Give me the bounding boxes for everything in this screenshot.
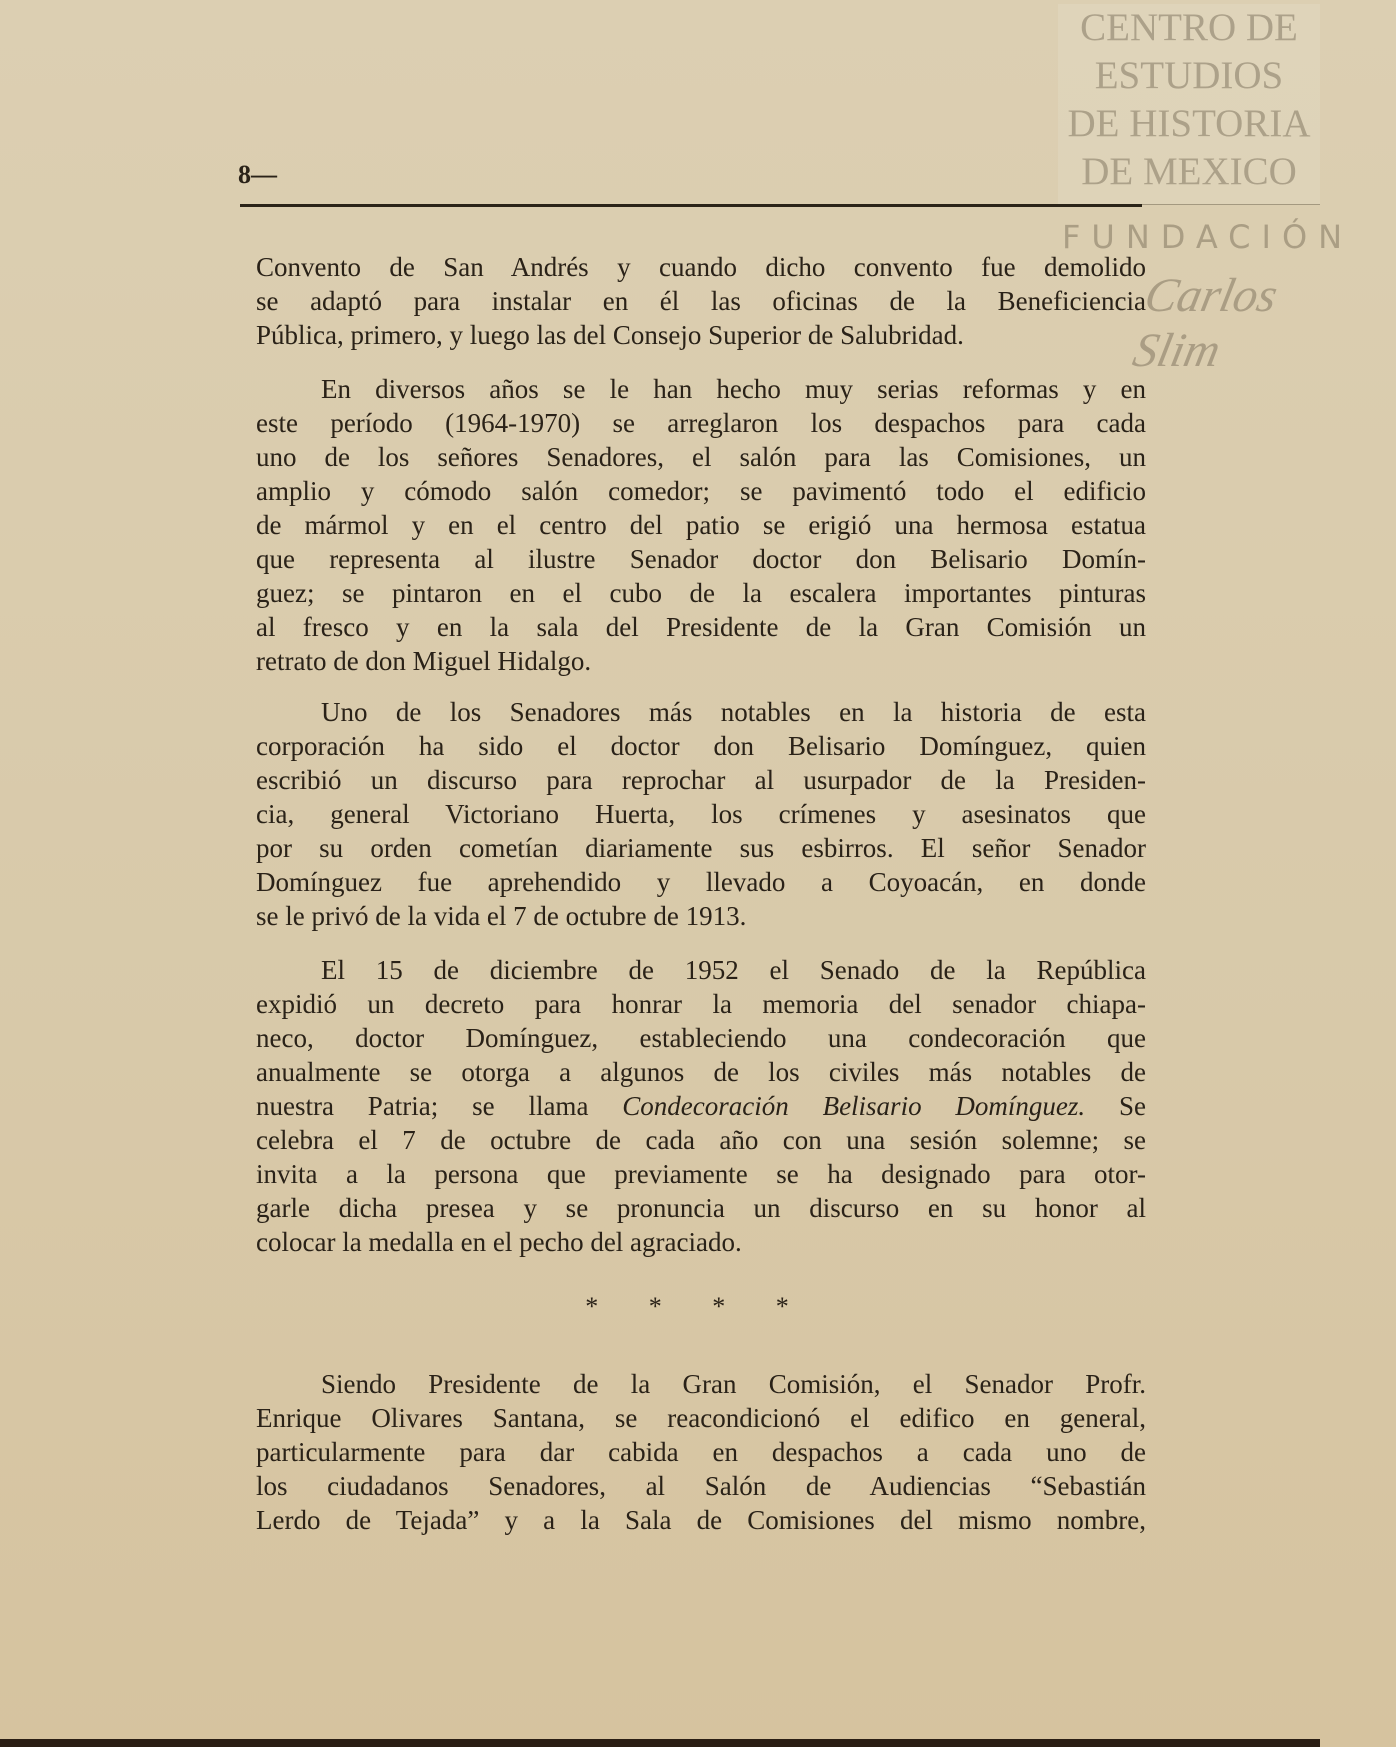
page-number: 8—: [238, 160, 277, 189]
watermark-fundacion: FUNDACIÓN: [1062, 218, 1354, 256]
italic-title: Condecoración Belisario Domínguez.: [622, 1091, 1086, 1121]
text-line: celebra el 7 de octubre de cada año con una sesión solemne; se: [256, 1125, 1146, 1155]
text-line: retrato de don Miguel Hidalgo.: [256, 646, 592, 676]
text-line: este período (1964-1970) se arreglaron los despachos para cada: [256, 408, 1146, 438]
text-line: Uno de los Senadores más notables en la historia de esta: [321, 697, 1146, 727]
page-bottom-edge: [0, 1739, 1320, 1747]
text-line: se adaptó para instalar en él las oficinas de la Beneficiencia: [256, 286, 1146, 316]
watermark-signature: Carlos Slim: [1128, 269, 1283, 377]
watermark-line: DE MEXICO: [1081, 150, 1297, 193]
text-segment: Se: [1085, 1091, 1146, 1121]
text-line: cia, general Victoriano Huerta, los crímenes y asesinatos que: [256, 799, 1146, 829]
text-line: colocar la medalla en el pecho del agraciado.: [256, 1227, 742, 1257]
text-line: por su orden cometían diariamente sus esbirros. El señor Senador: [256, 833, 1146, 863]
text-line: particularmente para dar cabida en despachos a cada uno de: [256, 1437, 1146, 1467]
text-line: Domínguez fue aprehendido y llevado a Coyoacán, en donde: [256, 867, 1146, 897]
header-rule: [240, 204, 1142, 207]
text-line: al fresco y en la sala del Presidente de la Gran Comisión un: [256, 612, 1146, 642]
text-line: se le privó de la vida el 7 de octubre de 1913.: [256, 901, 747, 931]
paragraph: [256, 953, 1146, 1259]
text-line: El 15 de diciembre de 1952 el Senado de la República: [321, 955, 1146, 985]
section-separator: * * * *: [585, 1292, 811, 1321]
text-line: corporación ha sido el doctor don Belisario Domínguez, quien: [256, 731, 1146, 761]
text-line: Lerdo de Tejada” y a la Sala de Comisiones del mismo nombre,: [256, 1505, 1146, 1535]
watermark-line: ESTUDIOS: [1094, 54, 1284, 97]
text-line: que representa al ilustre Senador doctor don Belisario Domín-: [256, 544, 1146, 574]
text-line: Pública, primero, y luego las del Consejo Superior de Salubridad.: [256, 320, 964, 350]
paragraph: [256, 695, 1146, 933]
text-line: En diversos años se le han hecho muy serias reformas y en: [321, 374, 1146, 404]
text-line: invita a la persona que previamente se ha designado para otor-: [256, 1159, 1146, 1189]
paragraph: [256, 1367, 1146, 1537]
text-line: neco, doctor Domínguez, estableciendo una condecoración que: [256, 1023, 1146, 1053]
text-line: garle dicha presea y se pronuncia un discurso en su honor al: [256, 1193, 1146, 1223]
text-line: escribió un discurso para reprochar al usurpador de la Presiden-: [256, 765, 1146, 795]
paragraph: [256, 250, 1146, 352]
watermark-institution: [1058, 4, 1320, 204]
text-line: amplio y cómodo salón comedor; se pavimentó todo el edificio: [256, 476, 1146, 506]
watermark-line: DE HISTORIA: [1067, 102, 1311, 145]
text-line: Convento de San Andrés y cuando dicho convento fue demolido: [256, 252, 1146, 282]
watermark-line: CENTRO DE: [1080, 6, 1298, 49]
text-line: Enrique Olivares Santana, se reacondicionó el edifico en general,: [256, 1403, 1146, 1433]
text-line: [256, 1089, 1146, 1123]
text-segment: nuestra Patria; se llama: [256, 1091, 623, 1121]
paragraph: [256, 372, 1146, 678]
text-line: Siendo Presidente de la Gran Comisión, el Senador Profr.: [321, 1369, 1146, 1399]
text-line: expidió un decreto para honrar la memoria del senador chiapa-: [256, 989, 1146, 1019]
text-line: de mármol y en el centro del patio se erigió una hermosa estatua: [256, 510, 1146, 540]
text-line: anualmente se otorga a algunos de los civiles más notables de: [256, 1057, 1146, 1087]
text-line: uno de los señores Senadores, el salón para las Comisiones, un: [256, 442, 1146, 472]
text-line: guez; se pintaron en el cubo de la escalera importantes pinturas: [256, 578, 1146, 608]
text-line: los ciudadanos Senadores, al Salón de Audiencias “Sebastián: [256, 1471, 1146, 1501]
